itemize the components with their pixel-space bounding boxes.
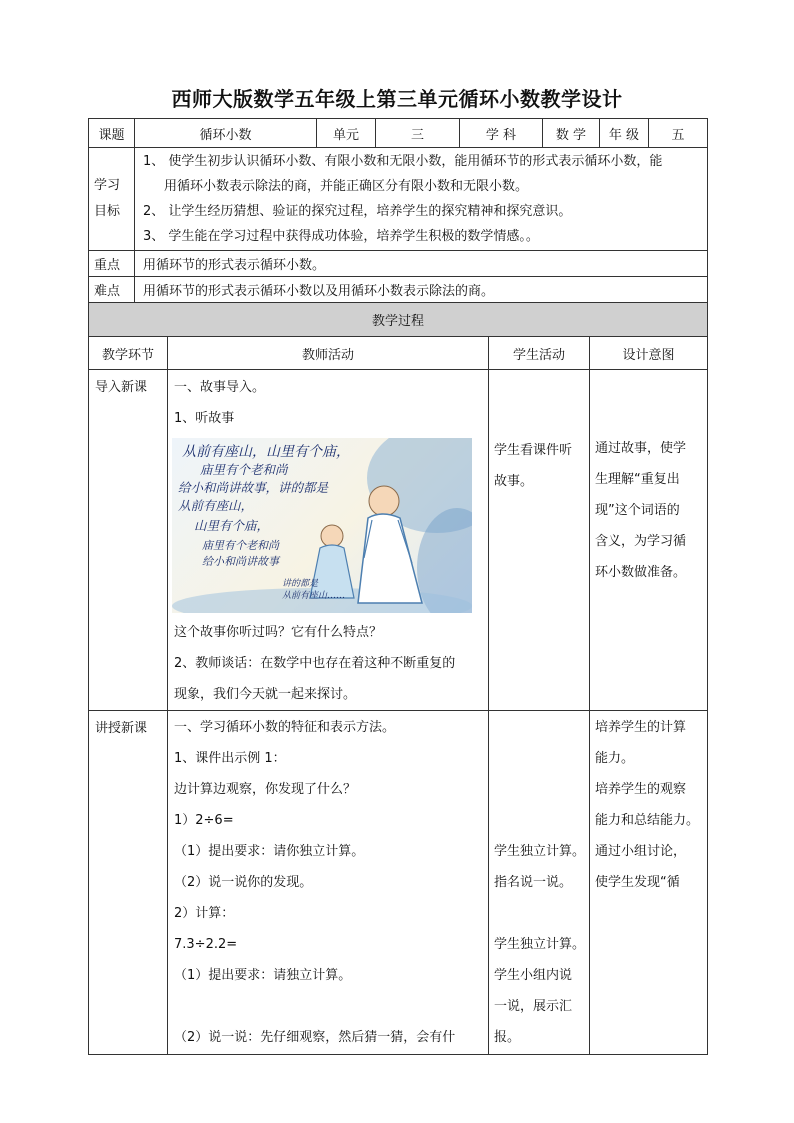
design-line: 通过小组讨论， [595, 844, 687, 859]
intro-stage: 导入新课 [89, 370, 168, 711]
design-line: 生理解“重复出 [595, 472, 680, 487]
goal-line: 1、 使学生初步认识循环小数、有限小数和无限小数，能用循环节的形式表示循环小数，能 [143, 154, 663, 169]
unit-label: 单元 [317, 119, 376, 148]
teach-teacher [168, 711, 489, 1055]
subject-value: 数 学 [543, 119, 600, 148]
student-line: 学生独立计算。 [494, 937, 586, 952]
teacher-line: 一、学习循环小数的特征和表示方法。 [174, 720, 396, 735]
teacher-line: （2）说一说你的发现。 [174, 875, 313, 890]
illustration-text: 讲的都是 [282, 579, 319, 589]
teach-design [590, 711, 708, 1055]
subject-label: 学 科 [460, 119, 543, 148]
design-line: 能力和总结能力。 [595, 813, 700, 828]
student-line: 指名说一说。 [494, 875, 573, 890]
student-line: 报。 [494, 1030, 521, 1045]
student-line: 学生看课件听 [494, 443, 573, 458]
student-line [489, 774, 589, 805]
difficulty-row [89, 277, 708, 303]
grade-value: 五 [649, 119, 708, 148]
key-text: 用循环节的形式表示循环小数。 [135, 251, 708, 277]
illustration-text: 给小和尚讲故事，讲的都是 [178, 480, 329, 495]
teacher-line: 1、听故事 [174, 411, 235, 426]
process-header-row [89, 337, 708, 370]
process-table [88, 302, 708, 1055]
design-line: 环小数做准备。 [595, 565, 687, 580]
process-section-title: 教学过程 [89, 303, 708, 337]
topic-value: 循环小数 [135, 119, 317, 148]
design-line: 含义，为学习循 [595, 534, 687, 549]
col-header-design: 设计意图 [590, 337, 708, 370]
design-line: 培养学生的观察 [595, 782, 687, 797]
process-title-row [89, 303, 708, 337]
page-title: 西师大版数学五年级上第三单元循环小数教学设计 [171, 87, 623, 111]
student-line [489, 743, 589, 774]
goals-label: 学习 目标 [89, 148, 135, 251]
design-line: 使学生发现“循 [595, 875, 680, 890]
intro-row [89, 370, 708, 711]
intro-student [489, 370, 590, 711]
teacher-line: 1、课件出示例 1： [174, 751, 286, 766]
teacher-line: 2、教师谈话：在数学中也存在着这种不断重复的 [174, 656, 456, 671]
difficulty-label: 难点 [89, 277, 135, 303]
topic-row [89, 119, 708, 148]
illustration-text: 从前有座山…… [282, 591, 346, 601]
illustration-text: 庙里有个老和尚 [202, 539, 279, 552]
illustration-text: 从前有座山，山里有个庙， [182, 444, 350, 460]
student-line [489, 898, 589, 929]
key-label: 重点 [89, 251, 135, 277]
design-line: 通过故事，使学 [595, 441, 687, 456]
goal-line: 2、 让学生经历猜想、验证的探究过程，培养学生的探究精神和探究意识。 [143, 204, 572, 219]
teacher-line: 边计算边观察，你发现了什么？ [174, 782, 357, 797]
teacher-line: 一、故事导入。 [174, 380, 266, 395]
unit-value: 三 [376, 119, 460, 148]
story-illustration [172, 438, 472, 613]
grade-label: 年 级 [600, 119, 649, 148]
illustration-text: 从前有座山， [178, 498, 254, 513]
teacher-line: （2）说一说：先仔细观察，然后猜一猜，会有什 [174, 1030, 456, 1045]
teacher-line: 现象，我们今天就一起来探讨。 [174, 687, 357, 702]
illustration-text: 庙里有个老和尚 [200, 462, 288, 477]
student-line: 学生独立计算。 [494, 844, 586, 859]
intro-design [590, 370, 708, 711]
topic-label: 课题 [89, 119, 135, 148]
col-header-teacher: 教师活动 [168, 337, 489, 370]
student-line [489, 712, 589, 743]
teacher-line: 7.3÷2.2= [174, 937, 238, 952]
teach-student [489, 711, 590, 1055]
intro-teacher [168, 370, 489, 711]
design-line: 培养学生的计算 [595, 720, 687, 735]
illustration-text: 给小和尚讲故事 [202, 555, 279, 568]
teach-row [89, 711, 708, 1055]
goal-line: 3、 学生能在学习过程中获得成功体验，培养学生积极的数学情感。。 [143, 229, 539, 244]
design-line: 能力。 [595, 751, 635, 766]
teacher-line: （1）提出要求：请独立计算。 [174, 968, 352, 983]
teacher-line: 2）计算： [174, 906, 235, 921]
teacher-line: 这个故事你听过吗？它有什么特点？ [174, 625, 383, 640]
teach-stage: 讲授新课 [89, 711, 168, 1055]
student-line [489, 805, 589, 836]
teacher-line: 1）2÷6= [174, 813, 234, 828]
student-line: 故事。 [494, 474, 534, 489]
col-header-stage: 教学环节 [89, 337, 168, 370]
student-line: 学生小组内说 [494, 968, 573, 983]
col-header-student: 学生活动 [489, 337, 590, 370]
goal-line: 用循环小数表示除法的商，并能正确区分有限小数和无限小数。 [164, 179, 529, 194]
goals-row [89, 148, 708, 251]
goals-text [135, 148, 708, 251]
info-table [88, 118, 708, 303]
key-row [89, 251, 708, 277]
design-line: 现”这个词语的 [595, 503, 680, 518]
illustration-text: 山里有个庙， [194, 518, 270, 533]
teacher-line: （1）提出要求：请你独立计算。 [174, 844, 365, 859]
teacher-line [168, 991, 488, 1022]
student-line: 一说，展示汇 [494, 999, 573, 1014]
difficulty-text: 用循环节的形式表示循环小数以及用循环小数表示除法的商。 [135, 277, 708, 303]
